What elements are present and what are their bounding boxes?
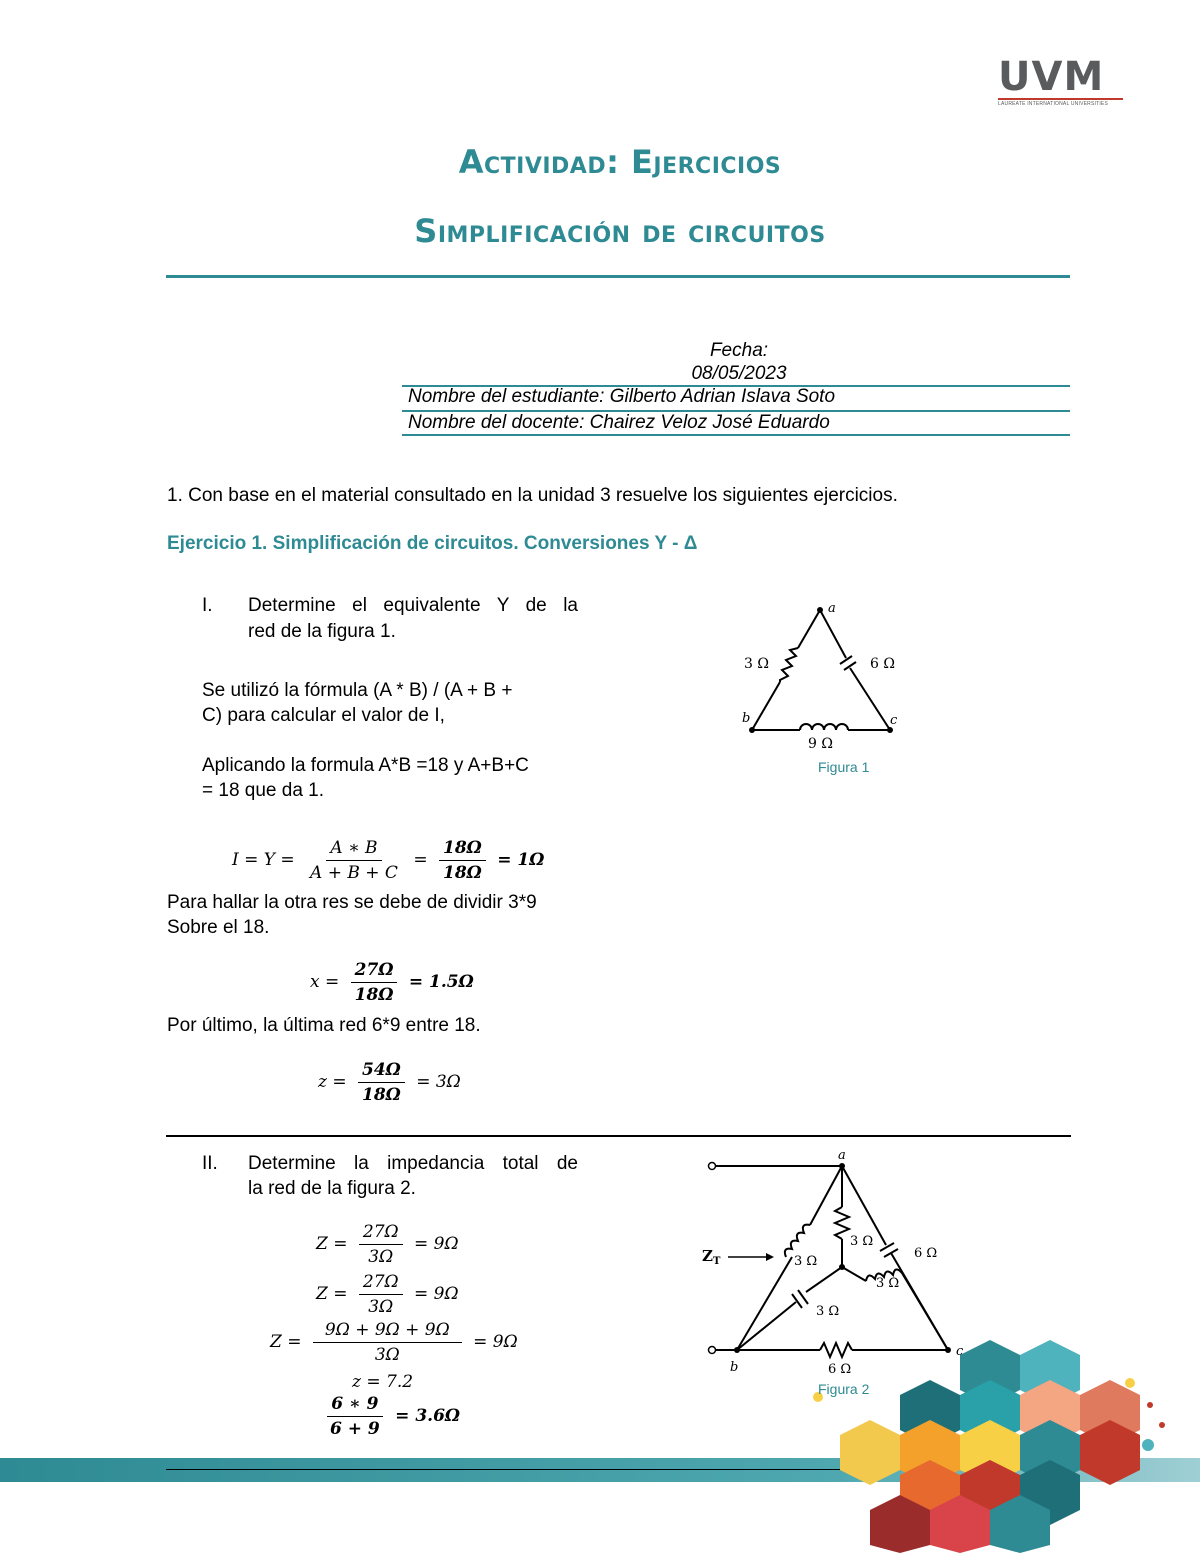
numerator: 6 ∗ 9 bbox=[327, 1394, 382, 1417]
teacher-name: Nombre del docente: Chairez Veloz José Eduardo bbox=[408, 412, 830, 433]
equation-z bbox=[318, 1060, 461, 1105]
label-b: b bbox=[730, 1360, 739, 1375]
terminal-bottom bbox=[709, 1347, 716, 1354]
fraction bbox=[313, 1320, 462, 1365]
denominator: 18Ω bbox=[362, 1085, 401, 1105]
figure-1-caption: Figura 1 bbox=[818, 759, 870, 775]
intro-text: 1. Con base en el material consultado en la unidad 3 resuelve los siguientes ejercicios. bbox=[167, 485, 898, 506]
logo-text: UVM bbox=[998, 54, 1105, 100]
equation-z-1 bbox=[316, 1222, 459, 1267]
fraction bbox=[351, 960, 398, 1005]
para-1-line-1: Se utilizó la fórmula (A * B) / (A + B + bbox=[202, 680, 513, 701]
numerator: 27Ω bbox=[359, 1272, 403, 1295]
eq-lhs: Z = bbox=[316, 1234, 348, 1254]
terminal-top bbox=[709, 1163, 716, 1170]
denominator: A + B + C bbox=[310, 863, 398, 883]
item-i-line-1: Determine el equivalente Y de la bbox=[248, 595, 578, 616]
label-zt-sub: T bbox=[712, 1256, 721, 1267]
node-a bbox=[817, 607, 823, 613]
eq-result: = 1Ω bbox=[497, 850, 545, 870]
node-center bbox=[839, 1264, 845, 1270]
eq-result: = 9Ω bbox=[414, 1234, 459, 1254]
title-line-1: Actividad: Ejercicios bbox=[458, 143, 782, 181]
label-zt-main: Z bbox=[702, 1247, 713, 1265]
node-b bbox=[749, 727, 755, 733]
numerator: 27Ω bbox=[351, 960, 398, 983]
decorative-cubes bbox=[800, 1335, 1200, 1553]
fecha-value: 08/05/2023 bbox=[691, 363, 787, 384]
eq-lhs: Z = bbox=[316, 1284, 348, 1304]
label-c: c bbox=[956, 1344, 964, 1359]
item-i-line-2: red de la figura 1. bbox=[248, 621, 396, 642]
para-1-line-2: C) para calcular el valor de I, bbox=[202, 705, 445, 726]
label-r-right: 6 Ω bbox=[870, 656, 895, 672]
eq-lhs: z = bbox=[318, 1072, 347, 1092]
para-2-line-2: = 18 que da 1. bbox=[202, 780, 325, 801]
label-r-outer-right: 6 Ω bbox=[914, 1246, 938, 1261]
equation-x bbox=[310, 960, 474, 1005]
label-zt bbox=[702, 1247, 721, 1267]
exercise-1-heading: Ejercicio 1. Simplificación de circuitos. Conversiones Y - Δ bbox=[167, 533, 698, 554]
fraction bbox=[359, 1272, 403, 1317]
section-divider bbox=[166, 1135, 1071, 1137]
item-ii-numeral: II. bbox=[202, 1153, 218, 1174]
node-b bbox=[734, 1347, 740, 1353]
equation-i-y bbox=[232, 838, 544, 883]
label-r-bottom: 9 Ω bbox=[808, 736, 833, 752]
label-r-inner-right: 3 Ω bbox=[876, 1276, 900, 1291]
eq-result: = 1.5Ω bbox=[408, 972, 474, 992]
denominator: 3Ω bbox=[368, 1297, 394, 1317]
label-r-left: 3 Ω bbox=[744, 656, 769, 672]
uvm-logo bbox=[998, 56, 1123, 107]
denominator: 3Ω bbox=[368, 1247, 394, 1267]
eq-lhs: x = bbox=[310, 972, 340, 992]
label-r-bottom: 6 Ω bbox=[828, 1362, 852, 1375]
eq-result: = 3.6Ω bbox=[395, 1406, 461, 1426]
fraction bbox=[359, 1222, 403, 1267]
fecha-label: Fecha: bbox=[709, 340, 769, 361]
label-a: a bbox=[838, 1148, 846, 1163]
title-line-2: Simplificación de circuitos bbox=[414, 212, 826, 250]
eq-lhs: I = Y = bbox=[232, 850, 295, 870]
equation-z-2 bbox=[316, 1272, 459, 1317]
figure-1-delta-circuit bbox=[730, 598, 920, 778]
numerator: 9Ω + 9Ω + 9Ω bbox=[313, 1320, 462, 1343]
fraction bbox=[358, 1060, 405, 1105]
label-c: c bbox=[890, 713, 898, 728]
figure-2-caption: Figura 2 bbox=[818, 1381, 870, 1397]
info-divider-3 bbox=[402, 434, 1070, 436]
label-r-inner-left: 3 Ω bbox=[794, 1254, 818, 1269]
equation-z-value: z = 7.2 bbox=[352, 1372, 414, 1392]
item-i-numeral: I. bbox=[202, 595, 213, 616]
eq-lhs: Z = bbox=[270, 1332, 302, 1352]
eq-result: = 9Ω bbox=[414, 1284, 459, 1304]
para-3-line-2: Sobre el 18. bbox=[167, 917, 270, 938]
equation-z-3 bbox=[270, 1320, 518, 1365]
eq-result: = 9Ω bbox=[473, 1332, 518, 1352]
student-name: Nombre del estudiante: Gilberto Adrian Islava Soto bbox=[408, 386, 836, 407]
equation-parallel bbox=[320, 1394, 460, 1439]
label-r-a-center: 3 Ω bbox=[850, 1234, 874, 1249]
para-3-line-1: Para hallar la otra res se debe de dividir 3*9 bbox=[167, 892, 537, 913]
label-b: b bbox=[742, 711, 751, 726]
numerator: A ∗ B bbox=[326, 838, 381, 861]
logo-subtitle: LAUREATE INTERNATIONAL UNIVERSITIES bbox=[998, 98, 1123, 107]
numerator: 18Ω bbox=[439, 838, 486, 861]
numerator: 54Ω bbox=[358, 1060, 405, 1083]
para-4: Por último, la última red 6*9 entre 18. bbox=[167, 1015, 481, 1036]
fraction bbox=[326, 1394, 384, 1439]
label-a: a bbox=[828, 601, 836, 616]
numerator: 27Ω bbox=[359, 1222, 403, 1245]
denominator: 18Ω bbox=[443, 863, 482, 883]
denominator: 6 + 9 bbox=[330, 1419, 380, 1439]
fraction bbox=[306, 838, 402, 883]
fraction bbox=[439, 838, 486, 883]
denominator: 18Ω bbox=[354, 985, 394, 1005]
item-ii-line-2: la red de la figura 2. bbox=[248, 1178, 416, 1199]
equals-sign: = bbox=[413, 850, 428, 870]
item-ii-line-1: Determine la impedancia total de bbox=[248, 1153, 578, 1174]
label-r-inner-bottom: 3 Ω bbox=[816, 1304, 840, 1319]
node-a bbox=[839, 1163, 845, 1169]
denominator: 3Ω bbox=[374, 1345, 400, 1365]
title-divider bbox=[166, 275, 1070, 278]
para-2-line-1: Aplicando la formula A*B =18 y A+B+C bbox=[202, 755, 529, 776]
eq-result: = 3Ω bbox=[416, 1072, 461, 1092]
